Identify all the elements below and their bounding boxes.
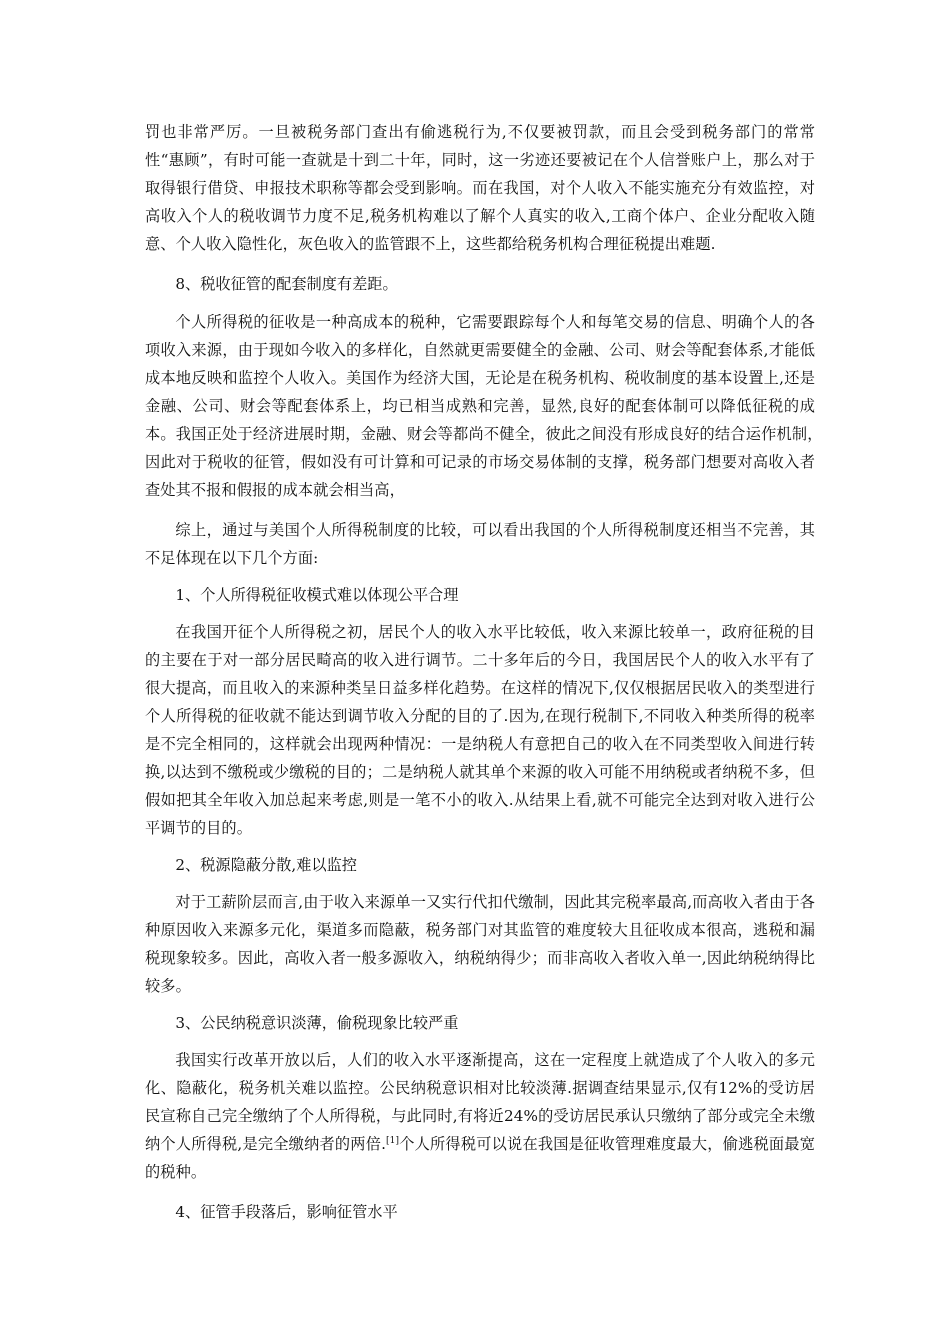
paragraph-tax-awareness [145, 1046, 815, 1186]
heading-collection-mode: 1、个人所得税征收模式难以体现公平合理 [175, 586, 459, 604]
paragraph-tax-penalty-comparison: 罚也非常严厉。一旦被税务部门查出有偷逃税行为,不仅要被罚款，而且会受到税务部门的常常性“惠顾”，有时可能一查就是十到二十年，同时，这一劣迹还要被记在个人信誉账户上，那么对于取得银行借贷、申报技术职称等都会受到影响。而在我国，对个人收入不能实施充分有效监控，对高收入个人的税收调节力度不足,税务机构难以了解个人真实的收入,工商个体户、企业分配收入随意、个人收入隐性化，灰色收入的监管跟不上，这些都给税务机构合理征税提出难题. [145, 123, 815, 253]
paragraph-tax-awareness-part2: 个人所得税可以说在我国是征收管理难度最大，偷逃税面最宽的税种。 [145, 1135, 815, 1181]
citation-ref: [1] [386, 1136, 400, 1146]
heading-tax-awareness: 3、公民纳税意识淡薄，偷税现象比较严重 [175, 1014, 459, 1032]
paragraph-high-cost-tax: 个人所得税的征收是一种高成本的税种，它需要跟踪每个人和每笔交易的信息、明确个人的各项收入来源，由于现如今收入的多样化，自然就更需要健全的金融、公司、财会等配套体系,才能低成本地反映和监控个人收入。美国作为经济大国，无论是在税务机构、税收制度的基本设置上,还是金融、公司、财会等配套体系上，均已相当成熟和完善，显然,良好的配套体制可以降低征税的成本。我国正处于经济进展时期，金融、财会等都尚不健全，彼此之间没有形成良好的结合运作机制， 因此对于税收的征管，假如没有可计算和可记录的市场交易体制的支撑，税务部门想要对高收入者查处其不报和假报的成本就会相当高， [145, 313, 831, 499]
paragraph-summary: 综上，通过与美国个人所得税制度的比较，可以看出我国的个人所得税制度还相当不完善，其不足体现在以下几个方面: [145, 521, 815, 567]
paragraph-collection-mode: 在我国开征个人所得税之初，居民个人的收入水平比较低，收入来源比较单一，政府征税的目的主要在于对一部分居民畸高的收入进行调节。二十多年后的今日，我国居民个人的收入水平有了很大提高，而且收入的来源种类呈日益多样化趋势。在这样的情况下,仅仅根据居民收入的类型进行个人所得税的征收就不能达到调节收入分配的目的了.因为,在现行税制下,不同收入种类所得的税率是不完全相同的，这样就会出现两种情况：一是纳税人有意把自己的收入在不同类型收入间进行转换,以达到不缴税或少缴税的目的；二是纳税人就其单个来源的收入可能不用纳税或者纳税不多，但假如把其全年收入加总起来考虑,则是一笔不小的收入.从结果上看,就不可能完全达到对收入进行公平调节的目的。 [145, 623, 815, 837]
document-page [145, 118, 831, 1226]
heading-supporting-system-gap: 8、税收征管的配套制度有差距。 [175, 275, 398, 293]
heading-collection-methods: 4、征管手段落后，影响征管水平 [175, 1203, 398, 1221]
paragraph-tax-awareness-part1: 我国实行改革开放以后，人们的收入水平逐渐提高，这在一定程度上就造成了个人收入的多元化、隐蔽化，税务机关难以监控。公民纳税意识相对比较淡薄.据调查结果显示,仅有12%的受访居民宣称自己完全缴纳了个人所得税，与此同时,有将近24%的受访居民承认只缴纳了部分或完全未缴纳个人所得税,是完全缴纳者的两倍. [145, 1051, 815, 1153]
paragraph-hidden-tax-sources: 对于工薪阶层而言,由于收入来源单一又实行代扣代缴制，因此其完税率最高,而高收入者由于各种原因收入来源多元化，渠道多而隐蔽，税务部门对其监管的难度较大且征收成本很高，逃税和漏税现象较多。因此，高收入者一般多源收入，纳税纳得少；而非高收入者收入单一,因此纳税纳得比较多。 [145, 893, 815, 995]
heading-hidden-tax-sources: 2、税源隐蔽分散,难以监控 [175, 856, 357, 874]
